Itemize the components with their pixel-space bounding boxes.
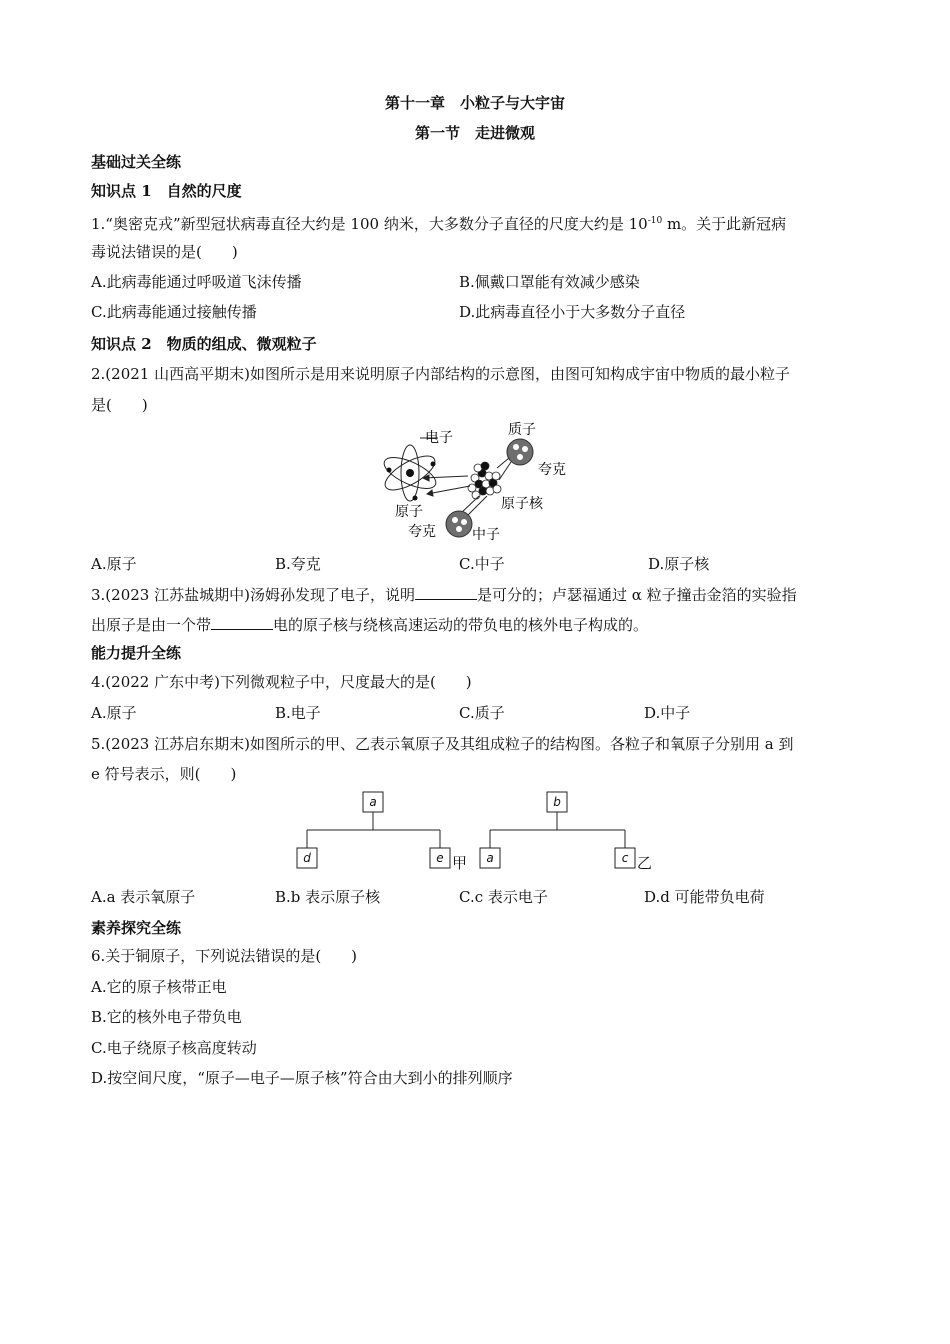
label-nucleus: 原子核 [501,496,543,512]
jia-label: 甲 [452,854,468,872]
q3-text-b: 是可分的；卢瑟福通过 α 粒子撞击金箔的实验指 [476,586,797,604]
question-2-line-1: 2.(2021 山西高平期末)如图所示是用来说明原子内部结构的示意图，由图可知构成宇宙中物质的最小粒子 [91,365,790,383]
question-5-line-2: e 符号表示，则( ) [91,765,237,783]
q1-option-d[interactable]: D.此病毒直径小于大多数分子直径 [459,303,686,321]
electron-dot [413,496,418,501]
q6-option-b[interactable]: B.它的核外电子带负电 [91,1008,242,1026]
q4-option-d[interactable]: D.中子 [644,704,691,722]
label-quark-2: 夸克 [408,524,436,540]
label-atom: 原子 [395,504,423,520]
yi-label: 乙 [637,854,653,872]
label-quark-1: 夸克 [538,462,566,478]
q3-blank-2[interactable] [211,615,273,630]
q2-option-a[interactable]: A.原子 [91,555,137,573]
oxygen-structure-tree [290,788,670,874]
proton-circle [507,439,533,465]
electron-dot [387,468,392,473]
q4-option-b[interactable]: B.电子 [275,704,321,722]
knowledge-point-1: 知识点 1 自然的尺度 [91,182,242,200]
q5-option-c[interactable]: C.c 表示电子 [459,888,548,906]
question-3-line-1 [91,585,797,605]
q1-option-c[interactable]: C.此病毒能通过接触传播 [91,303,257,321]
q2-option-d[interactable]: D.原子核 [648,555,710,573]
q5-option-b[interactable]: B.b 表示原子核 [275,888,381,906]
knowledge-point-2: 知识点 2 物质的组成、微观粒子 [91,335,317,353]
q6-option-c[interactable]: C.电子绕原子核高度转动 [91,1039,257,1057]
atom-nucleus-dot [406,469,414,477]
atom-structure-diagram [375,418,585,546]
question-1-line-2: 毒说法错误的是( ) [91,243,238,261]
electron-dot [431,462,436,467]
question-2-line-2: 是( ) [91,396,148,414]
quark-dot [513,444,519,450]
q1-option-b[interactable]: B.佩戴口罩能有效减少感染 [459,273,640,291]
q2-option-c[interactable]: C.中子 [459,555,505,573]
q6-option-a[interactable]: A.它的原子核带正电 [91,978,227,996]
question-5-line-1: 5.(2023 江苏启东期末)如图所示的甲、乙表示氧原子及其组成粒子的结构图。各粒子和氧原子分别用 a 到 [91,735,794,753]
q5-option-a[interactable]: A.a 表示氧原子 [91,888,196,906]
q1-text-a: 1.“奥密克戎”新型冠状病毒直径大约是 100 纳米，大多数分子直径的尺度大约是 10 [91,215,648,233]
yi-right-label: c [621,851,629,865]
q4-option-a[interactable]: A.原子 [91,704,137,722]
q3-text-a: 3.(2023 江苏盐城期中)汤姆孙发现了电子，说明 [91,586,415,604]
label-neutron: 中子 [472,527,500,543]
question-3-line-2 [91,615,648,635]
label-electron: 电子 [425,430,453,446]
label-proton: 质子 [508,422,536,438]
section-literacy: 素养探究全练 [91,919,182,937]
jia-top-label: a [369,795,377,809]
jia-right-label: e [436,851,444,865]
question-4: 4.(2022 广东中考)下列微观粒子中，尺度最大的是( ) [91,673,472,691]
jia-left-label: d [303,851,311,865]
question-1-line-1 [91,211,786,234]
section-ability: 能力提升全练 [91,644,182,662]
q3-text-c: 出原子是由一个带 [91,616,212,634]
neutron-circle [446,511,472,537]
q1-exponent: -10 [647,216,663,226]
question-6: 6.关于铜原子，下列说法错误的是( ) [91,947,358,965]
q5-option-d[interactable]: D.d 可能带负电荷 [644,888,765,906]
chapter-title: 第十一章 小粒子与大宇宙 [384,94,565,112]
q3-text-d: 电的原子核与绕核高速运动的带负电的核外电子构成的。 [273,616,649,634]
q1-option-a[interactable]: A.此病毒能通过呼吸道飞沫传播 [91,273,302,291]
section-basic: 基础过关全练 [91,153,182,171]
q1-text-b: m。关于此新冠病 [662,215,787,233]
quark-dot [452,517,458,523]
quark-dot [517,454,523,460]
section-title: 第一节 走进微观 [414,124,535,142]
q3-blank-1[interactable] [415,585,477,600]
yi-top-label: b [553,795,561,809]
quark-dot [522,446,528,452]
q4-option-c[interactable]: C.质子 [459,704,505,722]
q6-option-d[interactable]: D.按空间尺度，“原子—电子—原子核”符合由大到小的排列顺序 [91,1069,513,1087]
nucleus-cluster [468,462,501,499]
q2-option-b[interactable]: B.夸克 [275,555,321,573]
quark-dot [461,519,467,525]
quark-dot [456,526,462,532]
yi-left-label: a [486,851,494,865]
